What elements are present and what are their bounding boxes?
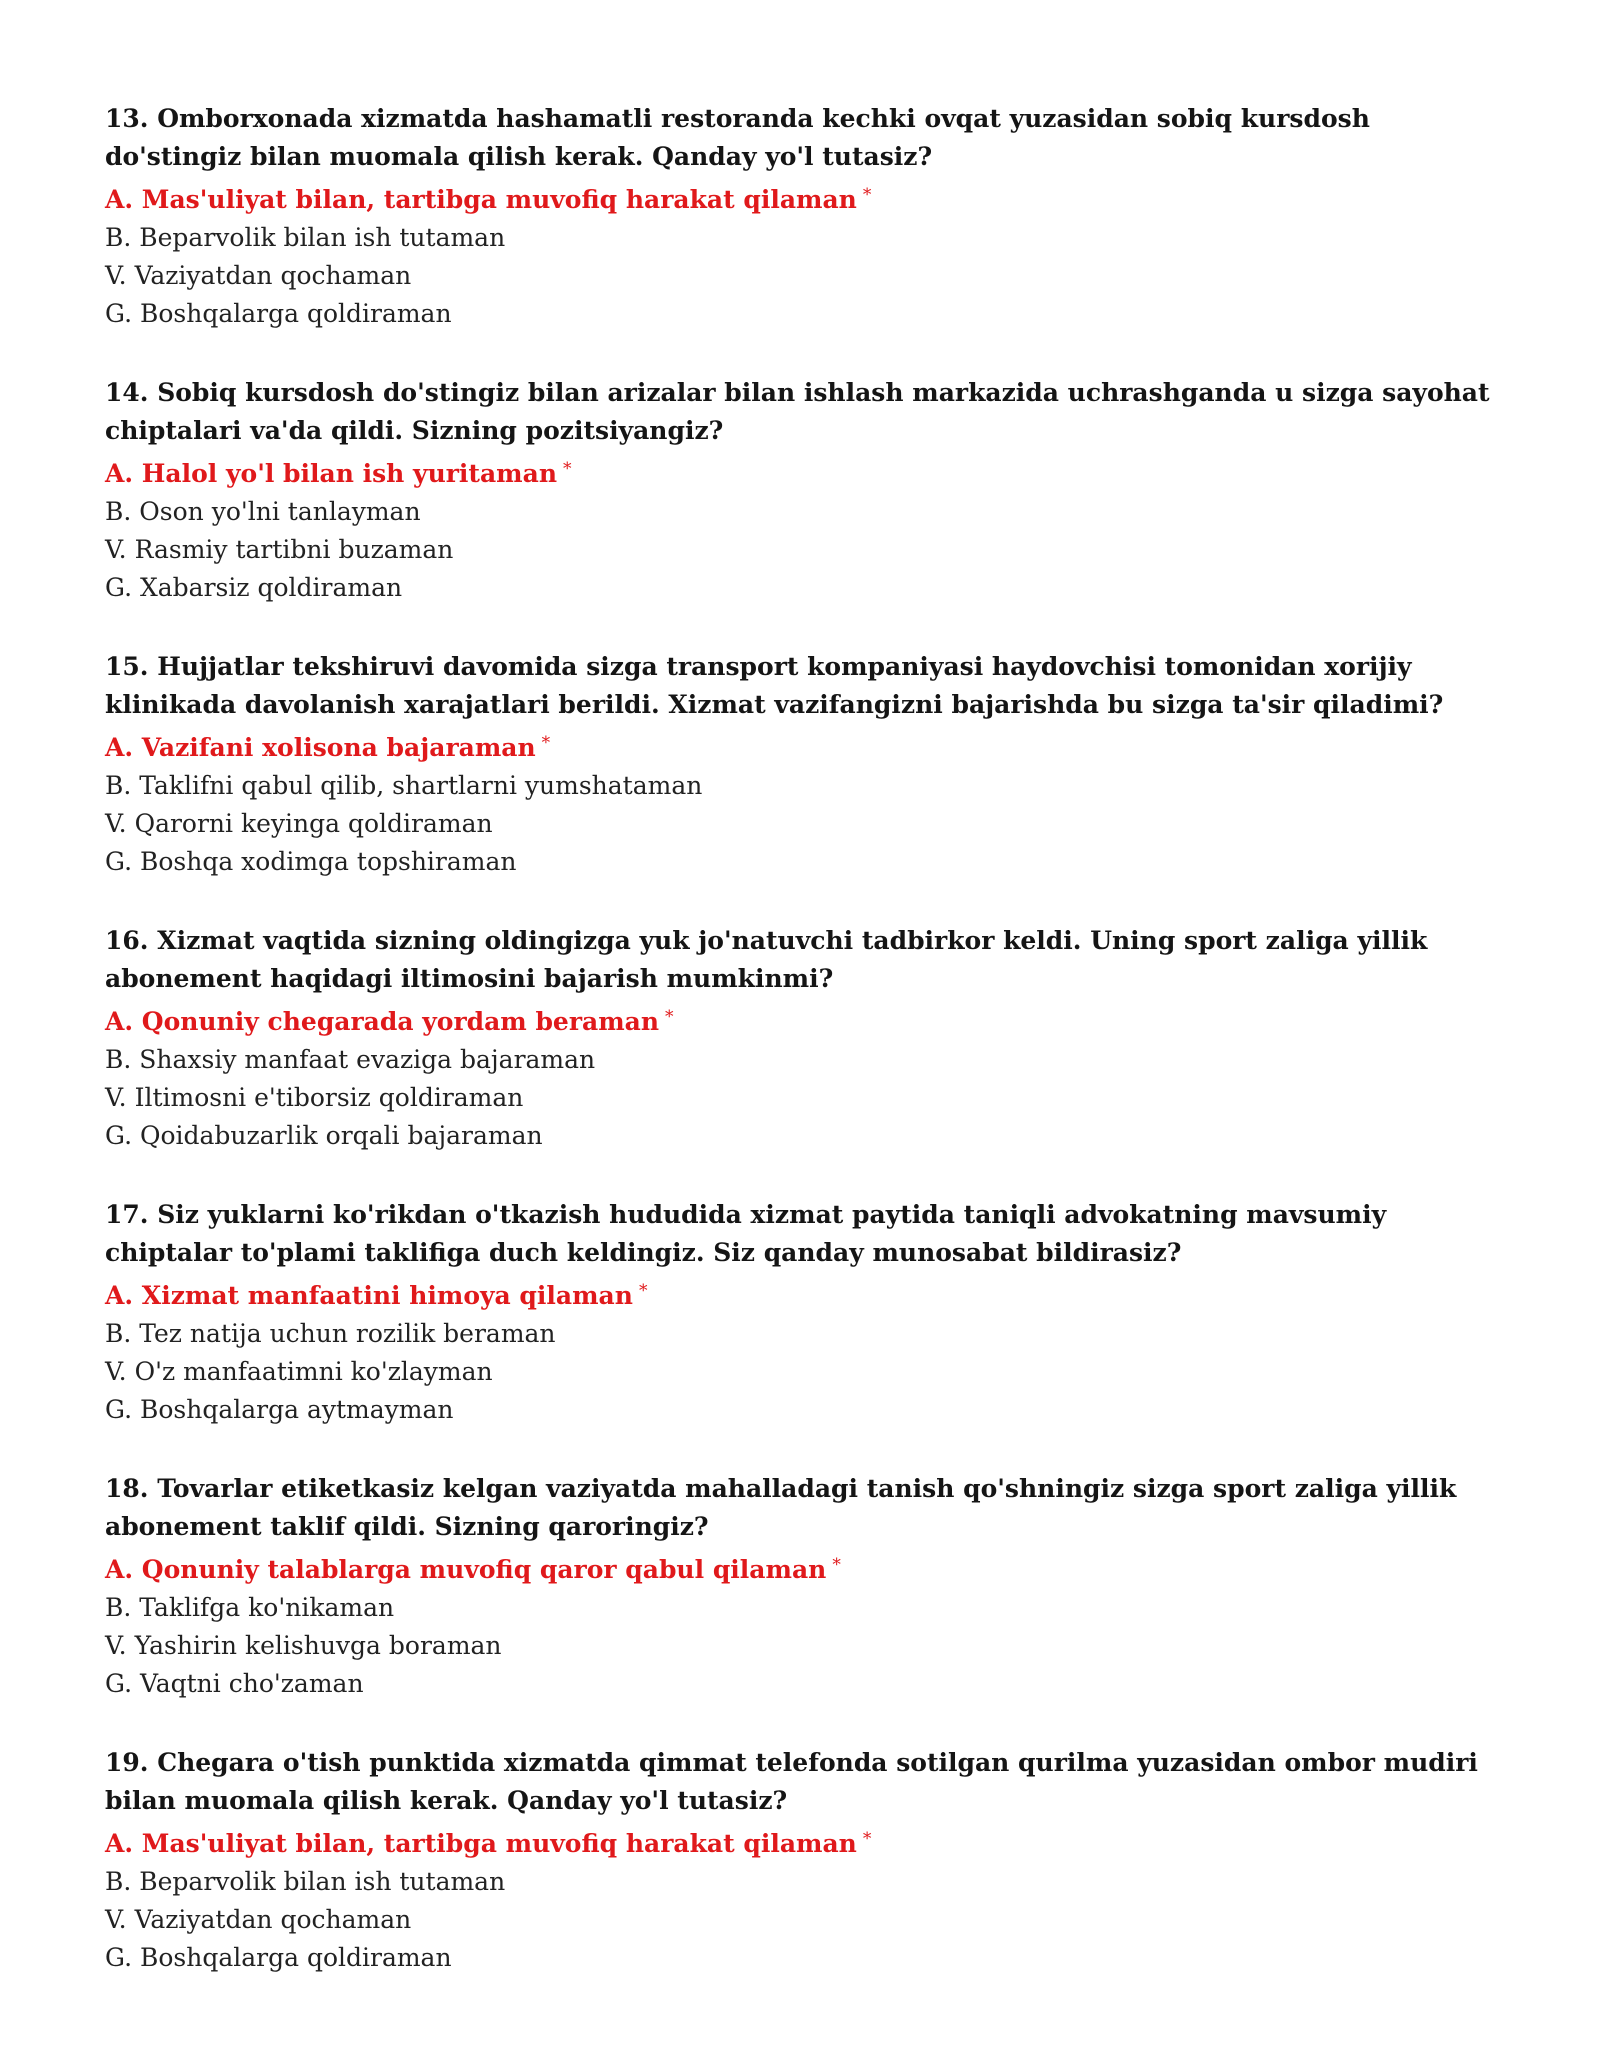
options-list — [105, 1820, 1505, 1977]
options-list — [105, 176, 1505, 333]
correct-marker: * — [862, 185, 872, 205]
option-label: A. Xizmat manfaatini himoya qilaman — [105, 1281, 633, 1310]
options-list — [105, 1546, 1505, 1703]
question-text: 16. Xizmat vaqtida sizning oldingizga yuk jo'natuvchi tadbirkor keldi. Uning sport zaliga yillik abonement haqidagi iltimosini bajarish mumkinmi? — [105, 926, 1428, 993]
option: V. Vaziyatdan qochaman — [105, 261, 412, 290]
question-16 — [105, 922, 1505, 1155]
question-13 — [105, 100, 1505, 333]
option-correct — [105, 1546, 1505, 1589]
question-17 — [105, 1196, 1505, 1429]
option: G. Boshqa xodimga topshiraman — [105, 847, 517, 876]
question-19 — [105, 1744, 1505, 1977]
correct-marker: * — [862, 1829, 872, 1849]
question-text: 17. Siz yuklarni ko'rikdan o'tkazish hududida xizmat paytida taniqli advokatning mavsumiy chiptalar to'plami taklifiga duch keldingiz. Siz qanday munosabat bildirasiz? — [105, 1200, 1387, 1267]
option-correct — [105, 1272, 1505, 1315]
quiz-page — [105, 100, 1505, 2018]
option: G. Qoidabuzarlik orqali bajaraman — [105, 1121, 543, 1150]
option-label: A. Vazifani xolisona bajaraman — [105, 733, 536, 762]
option: G. Boshqalarga qoldiraman — [105, 1943, 452, 1972]
option: B. Shaxsiy manfaat evaziga bajaraman — [105, 1045, 596, 1074]
option-correct — [105, 1820, 1505, 1863]
option: B. Taklifni qabul qilib, shartlarni yumshataman — [105, 771, 703, 800]
question-15 — [105, 648, 1505, 881]
option: G. Vaqtni cho'zaman — [105, 1669, 364, 1698]
option-label: A. Mas'uliyat bilan, tartibga muvofiq harakat qilaman — [105, 1829, 857, 1858]
option: V. O'z manfaatimni ko'zlayman — [105, 1357, 493, 1386]
options-list — [105, 724, 1505, 881]
options-list — [105, 1272, 1505, 1429]
correct-marker: * — [638, 1281, 648, 1301]
correct-marker: * — [541, 733, 551, 753]
option-label: A. Halol yo'l bilan ish yuritaman — [105, 459, 558, 488]
question-text: 13. Omborxonada xizmatda hashamatli restoranda kechki ovqat yuzasidan sobiq kursdosh do'stingiz bilan muomala qilish kerak. Qanday yo'l tutasiz? — [105, 104, 1370, 171]
option: V. Iltimosni e'tiborsiz qoldiraman — [105, 1083, 524, 1112]
option: G. Boshqalarga qoldiraman — [105, 299, 452, 328]
option: V. Rasmiy tartibni buzaman — [105, 535, 454, 564]
option-correct — [105, 176, 1505, 219]
question-text: 14. Sobiq kursdosh do'stingiz bilan arizalar bilan ishlash markazida uchrashganda u sizga sayohat chiptalari va'da qildi. Sizning pozitsiyangiz? — [105, 378, 1490, 445]
option-label: A. Qonuniy talablarga muvofiq qaror qabul qilaman — [105, 1555, 827, 1584]
question-text: 18. Tovarlar etiketkasiz kelgan vaziyatda mahalladagi tanish qo'shningiz sizga sport zaliga yillik abonement taklif qildi. Sizning qaroringiz? — [105, 1474, 1457, 1541]
correct-marker: * — [665, 1007, 674, 1027]
question-text: 19. Chegara o'tish punktida xizmatda qimmat telefonda sotilgan qurilma yuzasidan ombor mudiri bilan muomala qilish kerak. Qanday yo'l tutasiz? — [105, 1748, 1478, 1815]
question-18 — [105, 1470, 1505, 1703]
correct-marker: * — [563, 459, 572, 479]
question-text: 15. Hujjatlar tekshiruvi davomida sizga transport kompaniyasi haydovchisi tomonidan xorijiy klinikada davolanish xarajatlari berildi. Xizmat vazifangizni bajarishda bu sizga ta'sir qiladimi? — [105, 652, 1444, 719]
option-correct — [105, 998, 1505, 1041]
options-list — [105, 998, 1505, 1155]
options-list — [105, 450, 1505, 607]
option-label: A. Qonuniy chegarada yordam beraman — [105, 1007, 660, 1036]
option: B. Oson yo'lni tanlayman — [105, 497, 421, 526]
option-label: A. Mas'uliyat bilan, tartibga muvofiq harakat qilaman — [105, 185, 857, 214]
question-14 — [105, 374, 1505, 607]
option: B. Beparvolik bilan ish tutaman — [105, 1867, 506, 1896]
option-correct — [105, 724, 1505, 767]
option: G. Boshqalarga aytmayman — [105, 1395, 454, 1424]
option: V. Yashirin kelishuvga boraman — [105, 1631, 502, 1660]
option: V. Vaziyatdan qochaman — [105, 1905, 412, 1934]
option: B. Tez natija uchun rozilik beraman — [105, 1319, 556, 1348]
option: V. Qarorni keyinga qoldiraman — [105, 809, 493, 838]
option: B. Beparvolik bilan ish tutaman — [105, 223, 506, 252]
correct-marker: * — [832, 1555, 841, 1575]
option: G. Xabarsiz qoldiraman — [105, 573, 403, 602]
option-correct — [105, 450, 1505, 493]
option: B. Taklifga ko'nikaman — [105, 1593, 395, 1622]
